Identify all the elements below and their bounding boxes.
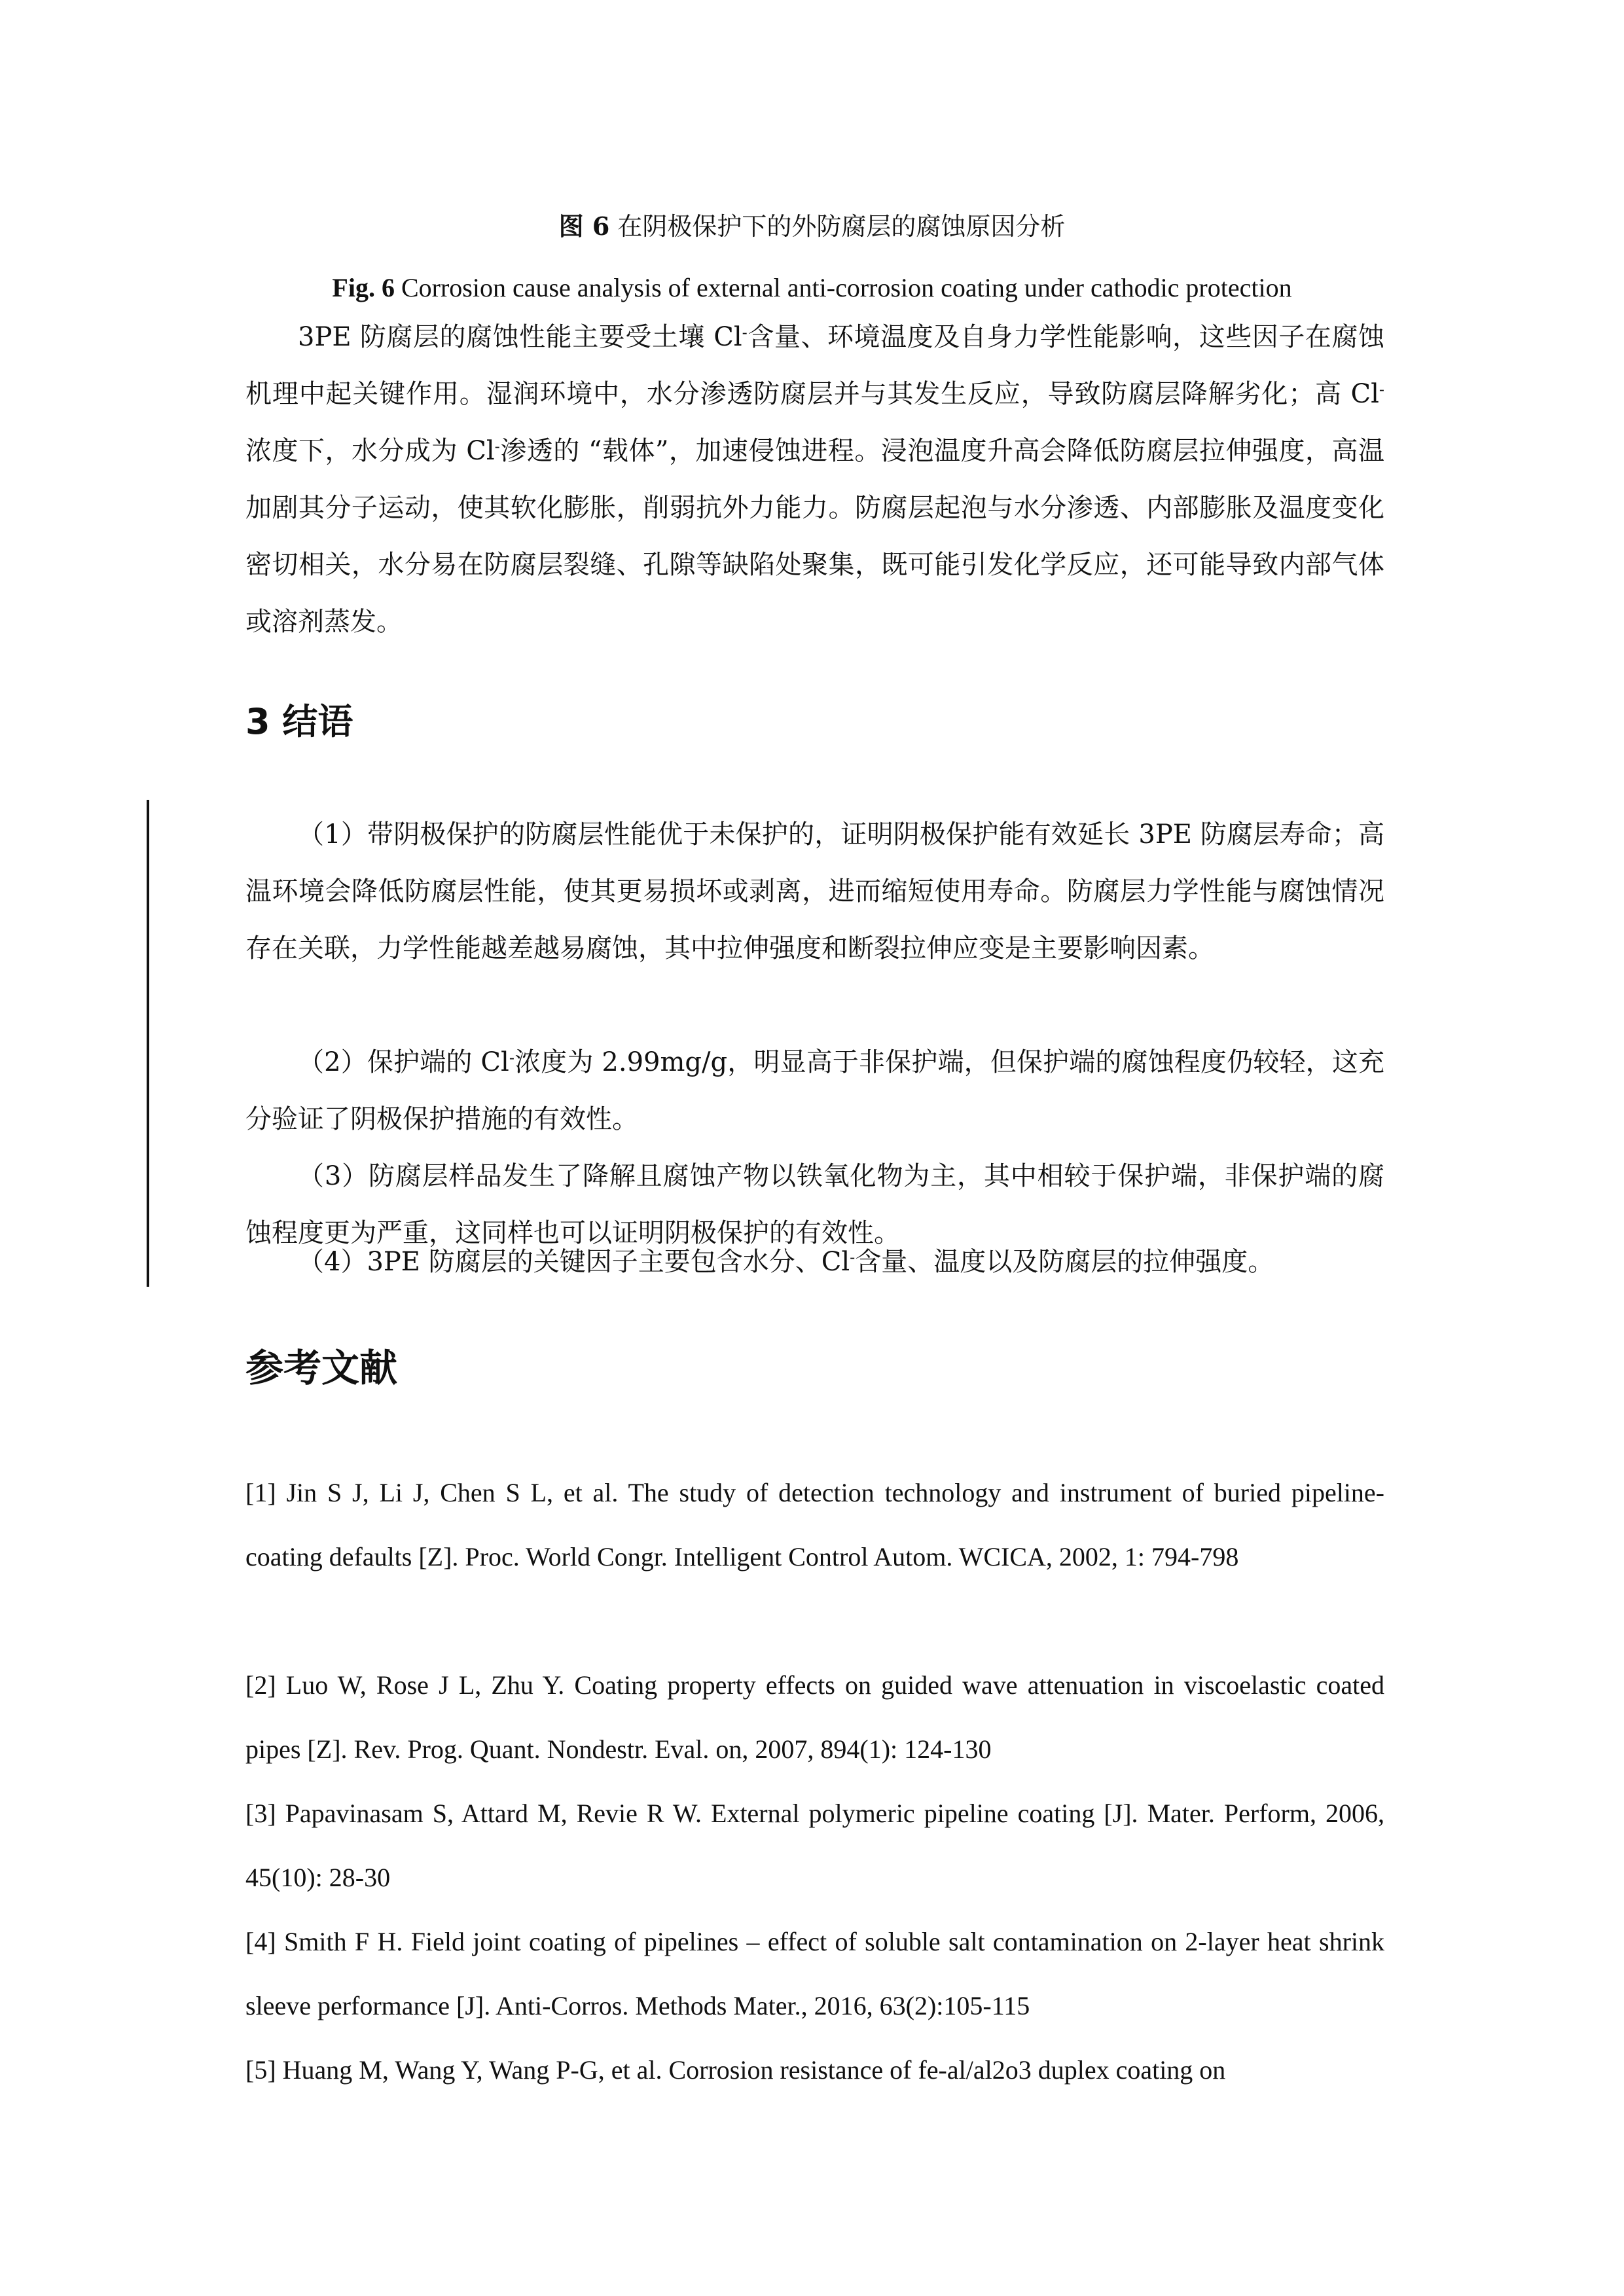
figure-label-english: Fig. 6: [332, 273, 395, 302]
intro-text-3: 浓度下，水分成为 Cl: [245, 436, 495, 466]
figure-caption-english-text: Corrosion cause analysis of external anti-corrosion coating under cathodic protection: [401, 273, 1292, 302]
intro-paragraph: [245, 309, 1384, 651]
figure-caption-chinese: [0, 208, 1624, 245]
intro-text-1: 3PE 防腐层的腐蚀性能主要受土壤 Cl: [298, 322, 742, 352]
figure-label-chinese: 图 6: [558, 211, 610, 241]
conclusion-item-2: [245, 1034, 1384, 1148]
conclusion-item-4-superscript: -: [850, 1248, 856, 1266]
intro-text-2: 含量、环境温度及自身力学性能影响，这些因子在腐蚀机理中起关键作用。湿润环境中，水分渗透防腐层并与其发生反应，导致防腐层降解劣化；高 Cl: [245, 322, 1385, 409]
conclusion-item-1: （1）带阴极保护的防腐层性能优于未保护的，证明阴极保护能有效延长 3PE 防腐层寿命；高温环境会降低防腐层性能，使其更易损坏或剥离，进而缩短使用寿命。防腐层力学性能与腐蚀情况存在关联，力学性能越差越易腐蚀，其中拉伸强度和断裂拉伸应变是主要影响因素。: [245, 819, 1384, 963]
reference-item-4: [4] Smith F H. Field joint coating of pipelines – effect of soluble salt contamination on 2-layer heat shrink sleeve performance [J]. Anti-Corros. Methods Mater., 2016, 63(2):105-115: [245, 1927, 1384, 2020]
conclusion-item-4: [245, 1234, 1384, 1291]
conclusion-heading: 3 结语: [245, 701, 353, 742]
reference-item-5: [5] Huang M, Wang Y, Wang P-G, et al. Corrosion resistance of fe-al/al2o3 duplex coating on: [245, 2055, 1226, 2085]
revision-change-bar: [147, 800, 149, 1287]
conclusion-item-2-text-b: 浓度为 2.99mg/g，明显高于非保护端，但保护端的腐蚀程度仍较轻，这充分验证了阴极保护措施的有效性。: [245, 1047, 1384, 1134]
conclusion-item-4-text-b: 含量、温度以及防腐层的拉伸强度。: [855, 1247, 1274, 1277]
reference-item-2: [2] Luo W, Rose J L, Zhu Y. Coating property effects on guided wave attenuation in viscoelastic coated pipes [Z]. Rev. Prog. Quant. Nondestr. Eval. on, 2007, 894(1): 124-130: [245, 1670, 1384, 1764]
conclusion-item-4-text-a: （4）3PE 防腐层的关键因子主要包含水分、Cl: [298, 1247, 850, 1277]
intro-superscript-2: -: [1379, 380, 1384, 399]
intro-text-4: 渗透的 “载体”，加速侵蚀进程。浸泡温度升高会降低防腐层拉伸强度，高温加剧其分子运动，使其软化膨胀，削弱抗外力能力。防腐层起泡与水分渗透、内部膨胀及温度变化密切相关，水分易在防腐层裂缝、孔隙等缺陷处聚集，既可能引发化学反应，还可能导致内部气体或溶剂蒸发。: [245, 436, 1384, 637]
references-heading: 参考文献: [245, 1346, 398, 1390]
conclusion-item-2-superscript: -: [509, 1049, 514, 1067]
intro-superscript-1: -: [742, 323, 748, 342]
figure-caption-chinese-text: 在阴极保护下的外防腐层的腐蚀原因分析: [617, 212, 1066, 241]
reference-item-1: [1] Jin S J, Li J, Chen S L, et al. The study of detection technology and instrument of buried pipeline-coating defaults [Z]. Proc. World Congr. Intelligent Control Autom. WCICA, 2002, 1: 794-798: [245, 1478, 1384, 1571]
reference-item-3: [3] Papavinasam S, Attard M, Revie R W. External polymeric pipeline coating [J]. Mater. Perform, 2006, 45(10): 28-30: [245, 1799, 1384, 1892]
intro-superscript-3: -: [494, 437, 500, 456]
figure-caption-english: [0, 270, 1624, 306]
conclusion-item-2-text-a: （2）保护端的 Cl: [298, 1047, 509, 1077]
conclusion-item-3: （3）防腐层样品发生了降解且腐蚀产物以铁氧化物为主，其中相较于保护端，非保护端的腐蚀程度更为严重，这同样也可以证明阴极保护的有效性。: [245, 1161, 1384, 1248]
